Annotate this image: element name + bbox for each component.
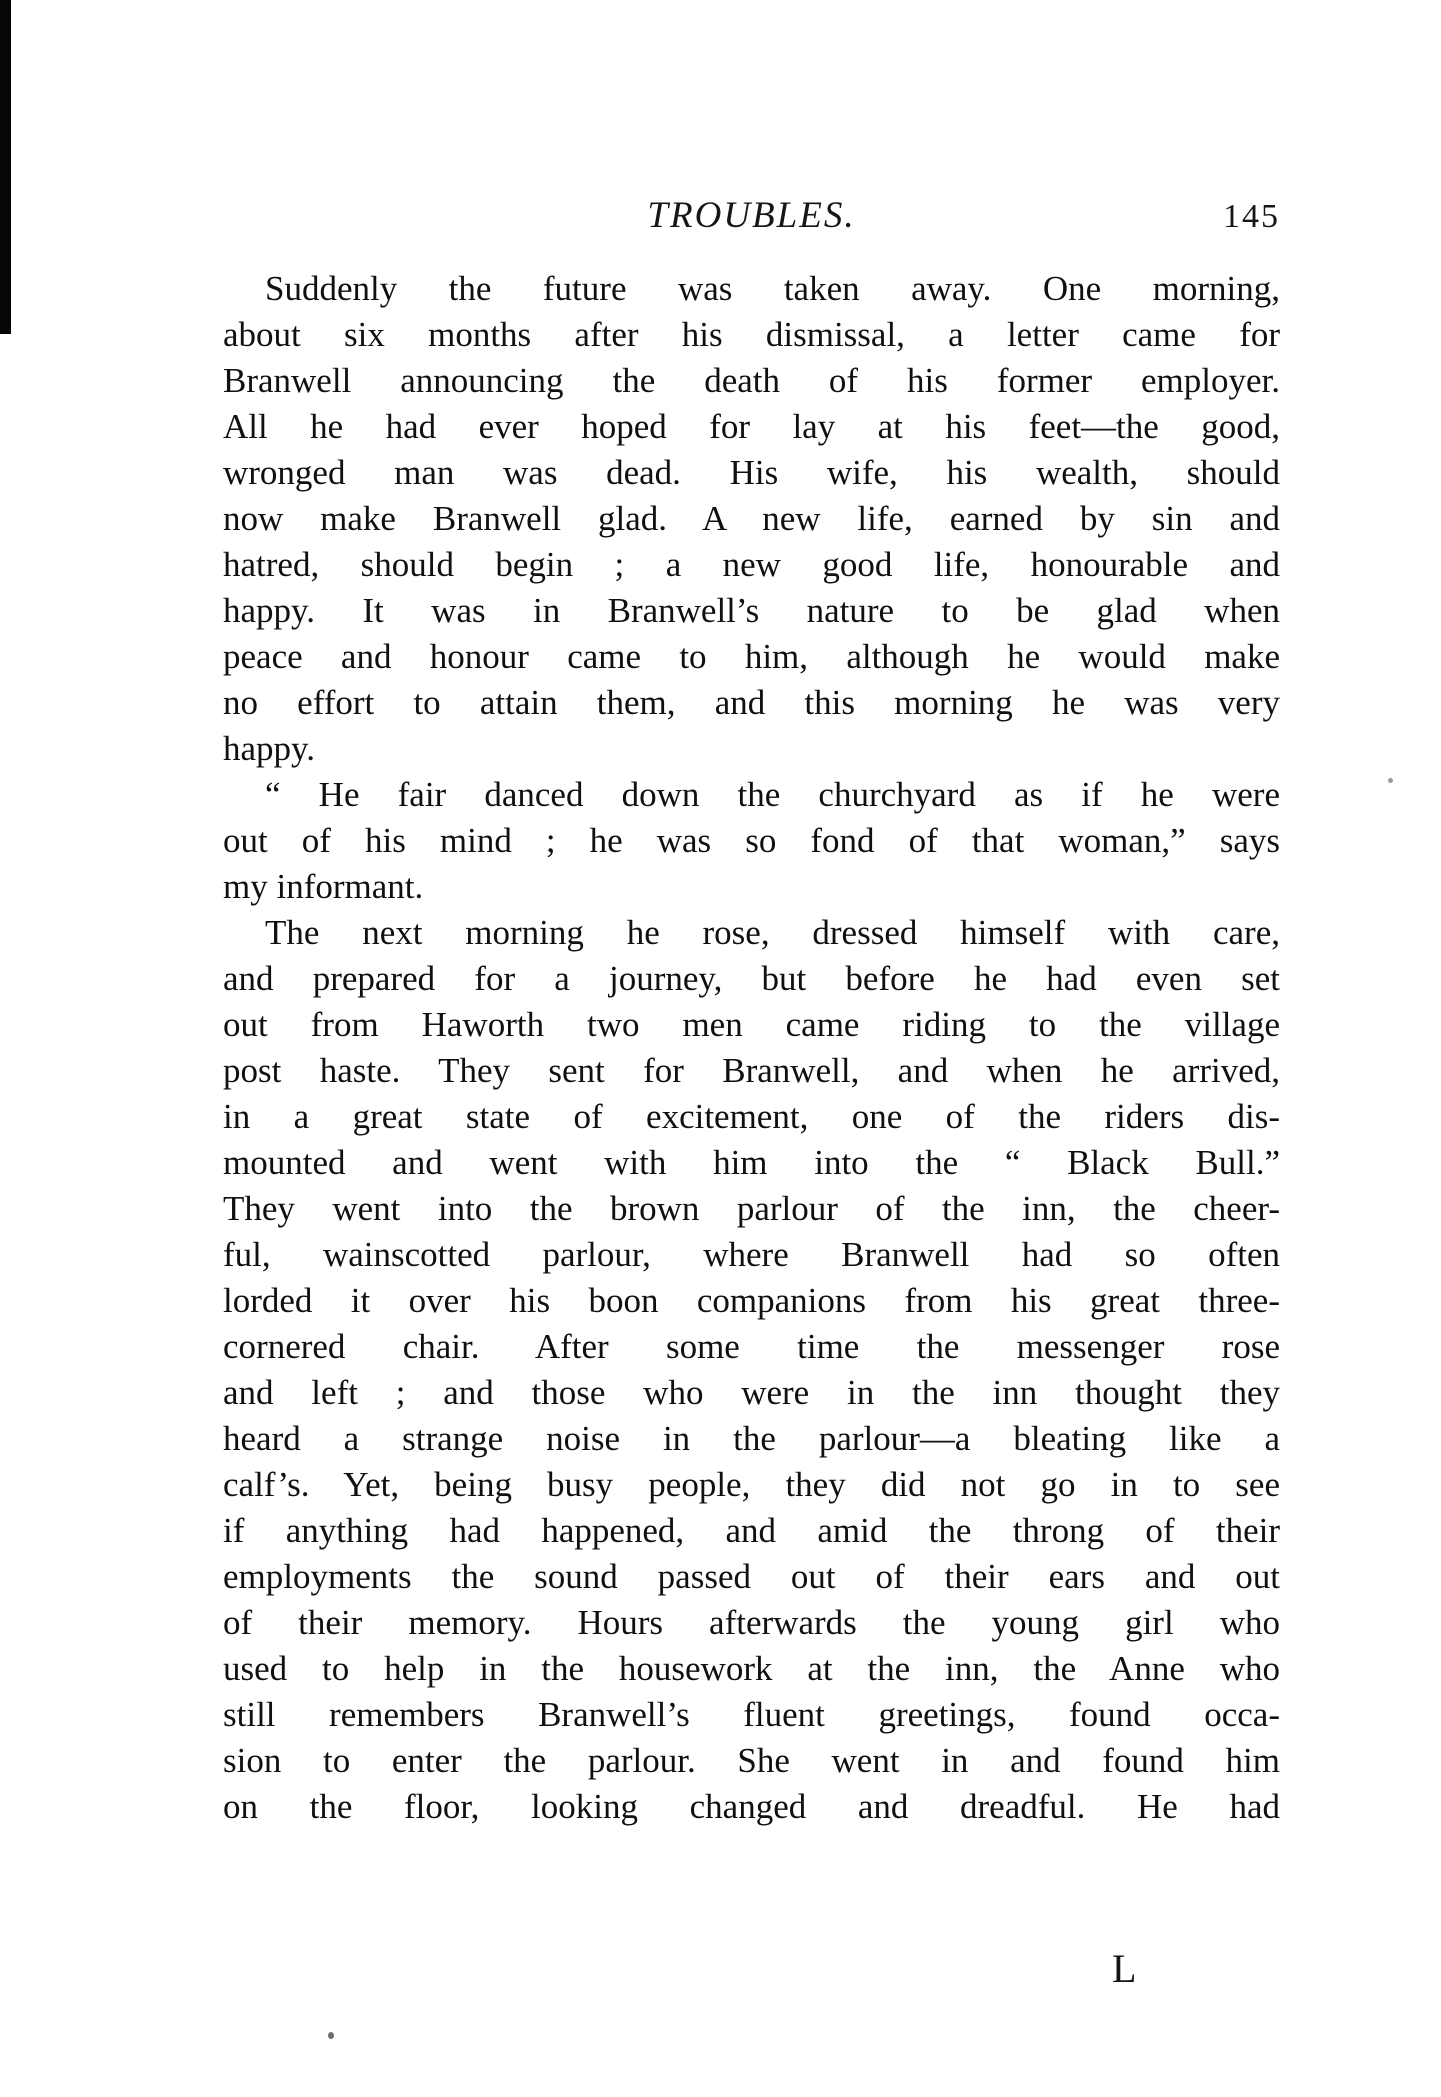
text-line: hatred, should begin ; a new good life, honourable and	[223, 545, 1280, 584]
text-line: Branwell announcing the death of his former employer.	[223, 361, 1280, 400]
text-line: happy. It was in Branwell’s nature to be glad when	[223, 591, 1280, 630]
text-line: peace and honour came to him, although he would make	[223, 637, 1280, 676]
text-line: “ He fair danced down the churchyard as if he were	[265, 775, 1280, 814]
text-line: ful, wainscotted parlour, where Branwell had so often	[223, 1235, 1280, 1274]
text-line: Suddenly the future was taken away. One morning,	[265, 269, 1280, 308]
text-line: used to help in the housework at the inn, the Anne who	[223, 1649, 1280, 1688]
text-line: post haste. They sent for Branwell, and when he arrived,	[223, 1051, 1280, 1090]
text-line: lorded it over his boon companions from his great three-	[223, 1281, 1280, 1320]
text-line: happy.	[223, 729, 316, 768]
scan-speck	[328, 2032, 334, 2039]
text-line: and prepared for a journey, but before he had even set	[223, 959, 1280, 998]
scan-artifact-bar	[0, 0, 11, 334]
text-line: of their memory. Hours afterwards the young girl who	[223, 1603, 1280, 1642]
text-line: wronged man was dead. His wife, his wealth, should	[223, 453, 1280, 492]
text-line: cornered chair. After some time the messenger rose	[223, 1327, 1280, 1366]
text-block	[223, 266, 1280, 1830]
text-line: and left ; and those who were in the inn thought they	[223, 1373, 1280, 1412]
page-number: 145	[1223, 198, 1280, 235]
text-line: The next morning he rose, dressed himself with care,	[265, 913, 1280, 952]
running-header	[223, 194, 1280, 242]
text-line: sion to enter the parlour. She went in and found him	[223, 1741, 1280, 1780]
text-line: employments the sound passed out of their ears and out	[223, 1557, 1280, 1596]
text-line: about six months after his dismissal, a letter came for	[223, 315, 1280, 354]
text-line: out of his mind ; he was so fond of that woman,” says	[223, 821, 1280, 860]
text-line: still remembers Branwell’s fluent greetings, found occa-	[223, 1695, 1280, 1734]
text-line: heard a strange noise in the parlour—a bleating like a	[223, 1419, 1280, 1458]
text-line: They went into the brown parlour of the inn, the cheer-	[223, 1189, 1280, 1228]
text-line: out from Haworth two men came riding to the village	[223, 1005, 1280, 1044]
text-line: All he had ever hoped for lay at his feet—the good,	[223, 407, 1280, 446]
text-line: now make Branwell glad. A new life, earned by sin and	[223, 499, 1280, 538]
text-line: if anything had happened, and amid the throng of their	[223, 1511, 1280, 1550]
text-line: calf’s. Yet, being busy people, they did not go in to see	[223, 1465, 1280, 1504]
text-line: no effort to attain them, and this morning he was very	[223, 683, 1280, 722]
scan-speck	[1388, 778, 1393, 783]
text-line: on the floor, looking changed and dreadful. He had	[223, 1787, 1280, 1826]
signature-mark: L	[1112, 1946, 1137, 1991]
text-line: my informant.	[223, 867, 424, 906]
text-line: mounted and went with him into the “ Black Bull.”	[223, 1143, 1280, 1182]
text-line: in a great state of excitement, one of the riders dis-	[223, 1097, 1280, 1136]
chapter-title: TROUBLES.	[647, 195, 856, 236]
